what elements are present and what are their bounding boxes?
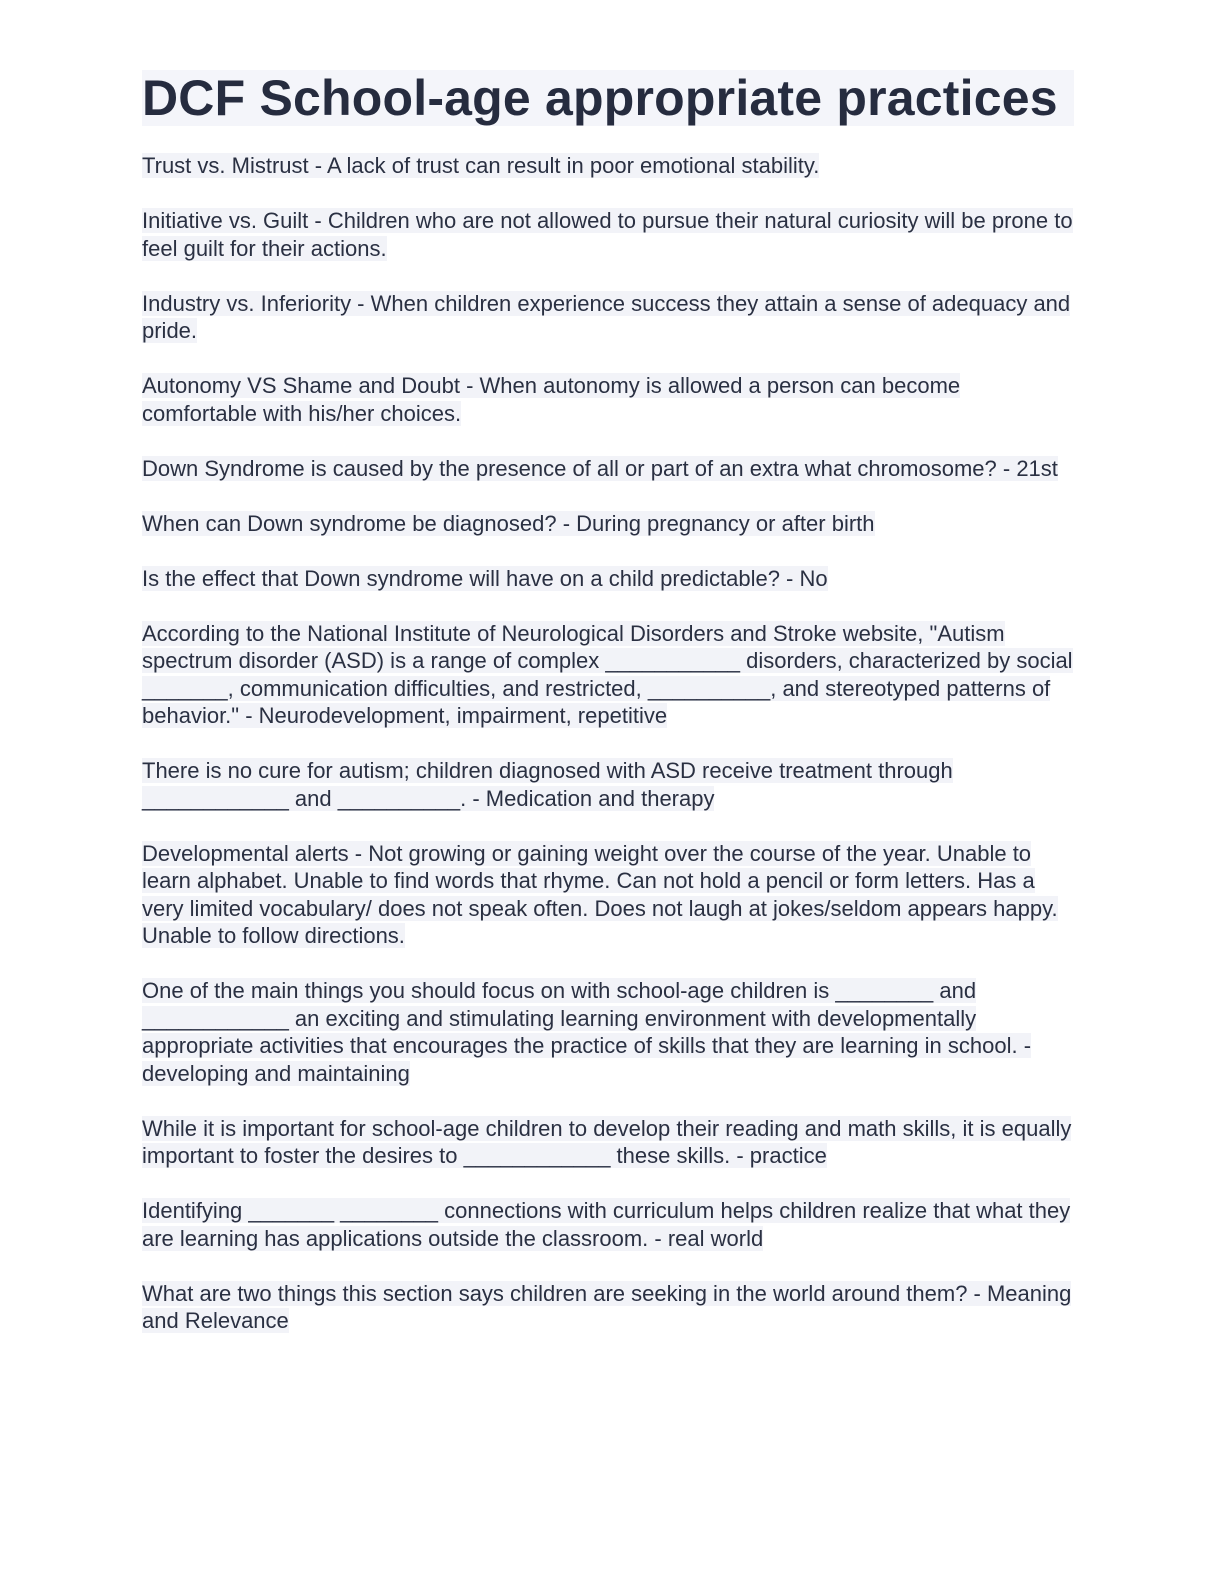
flashcard-list — [142, 152, 1074, 1335]
flashcard-entry — [142, 372, 1074, 427]
flashcard-text: Trust vs. Mistrust - A lack of trust can result in poor emotional stability. — [142, 153, 820, 178]
page-title: DCF School-age appropriate practices — [142, 70, 1074, 126]
flashcard-entry — [142, 757, 1074, 812]
flashcard-text: There is no cure for autism; children diagnosed with ASD receive treatment through ____________ and __________. - Medication and therapy — [142, 758, 953, 811]
flashcard-text: Is the effect that Down syndrome will have on a child predictable? - No — [142, 565, 828, 591]
flashcard-entry — [142, 1115, 1074, 1170]
flashcard-text: When can Down syndrome be diagnosed? - During pregnancy or after birth — [142, 510, 875, 536]
flashcard-text: Down Syndrome is caused by the presence of all or part of an extra what chromosome? - 21st — [142, 455, 1058, 481]
flashcard-text: Developmental alerts - Not growing or gaining weight over the course of the year. Unable to learn alphabet. Unable to find words that rhyme. Can not hold a pencil or form letters. Has a very limited vocabulary/ does not speak often. Does not laugh at jokes/seldom appears happy. Unable to follow directions. — [142, 840, 1058, 948]
flashcard-text: One of the main things you should focus on with school-age children is ________ and ____________ an exciting and stimulating learning environment with developmentally appropriate activities that encourages the practice of skills that they are learning in school. - developing and maintaining — [142, 978, 1032, 1086]
flashcard-entry — [142, 455, 1074, 483]
flashcard-entry — [142, 290, 1074, 345]
flashcard-text: Initiative vs. Guilt - Children who are not allowed to pursue their natural curiosity will be prone to feel guilt for their actions. — [142, 208, 1073, 261]
flashcard-entry — [142, 510, 1074, 538]
document-page — [142, 70, 1074, 1362]
flashcard-entry — [142, 207, 1074, 262]
flashcard-text: Industry vs. Inferiority - When children experience success they attain a sense of adequacy and pride. — [142, 290, 1071, 343]
flashcard-entry — [142, 152, 1074, 180]
flashcard-entry — [142, 840, 1074, 950]
flashcard-entry — [142, 977, 1074, 1087]
flashcard-text: According to the National Institute of Neurological Disorders and Stroke website, "Autism spectrum disorder (ASD) is a range of complex ___________ disorders, characterized by social _______, communication difficulties, and restricted, __________, and stereotyped patterns of behavior." - Neurodevelopment, impairment, repetitive — [142, 620, 1073, 728]
flashcard-text: Identifying _______ ________ connections with curriculum helps children realize that what they are learning has applications outside the classroom. - real world — [142, 1198, 1071, 1251]
flashcard-text: What are two things this section says children are seeking in the world around them? - Meaning and Relevance — [142, 1280, 1072, 1333]
flashcard-entry — [142, 1280, 1074, 1335]
flashcard-entry — [142, 620, 1074, 730]
flashcard-entry — [142, 1197, 1074, 1252]
flashcard-text: While it is important for school-age children to develop their reading and math skills, it is equally important to foster the desires to ____________ these skills. - practice — [142, 1115, 1072, 1168]
flashcard-text: Autonomy VS Shame and Doubt - When autonomy is allowed a person can become comfortable with his/her choices. — [142, 373, 961, 426]
flashcard-entry — [142, 565, 1074, 593]
